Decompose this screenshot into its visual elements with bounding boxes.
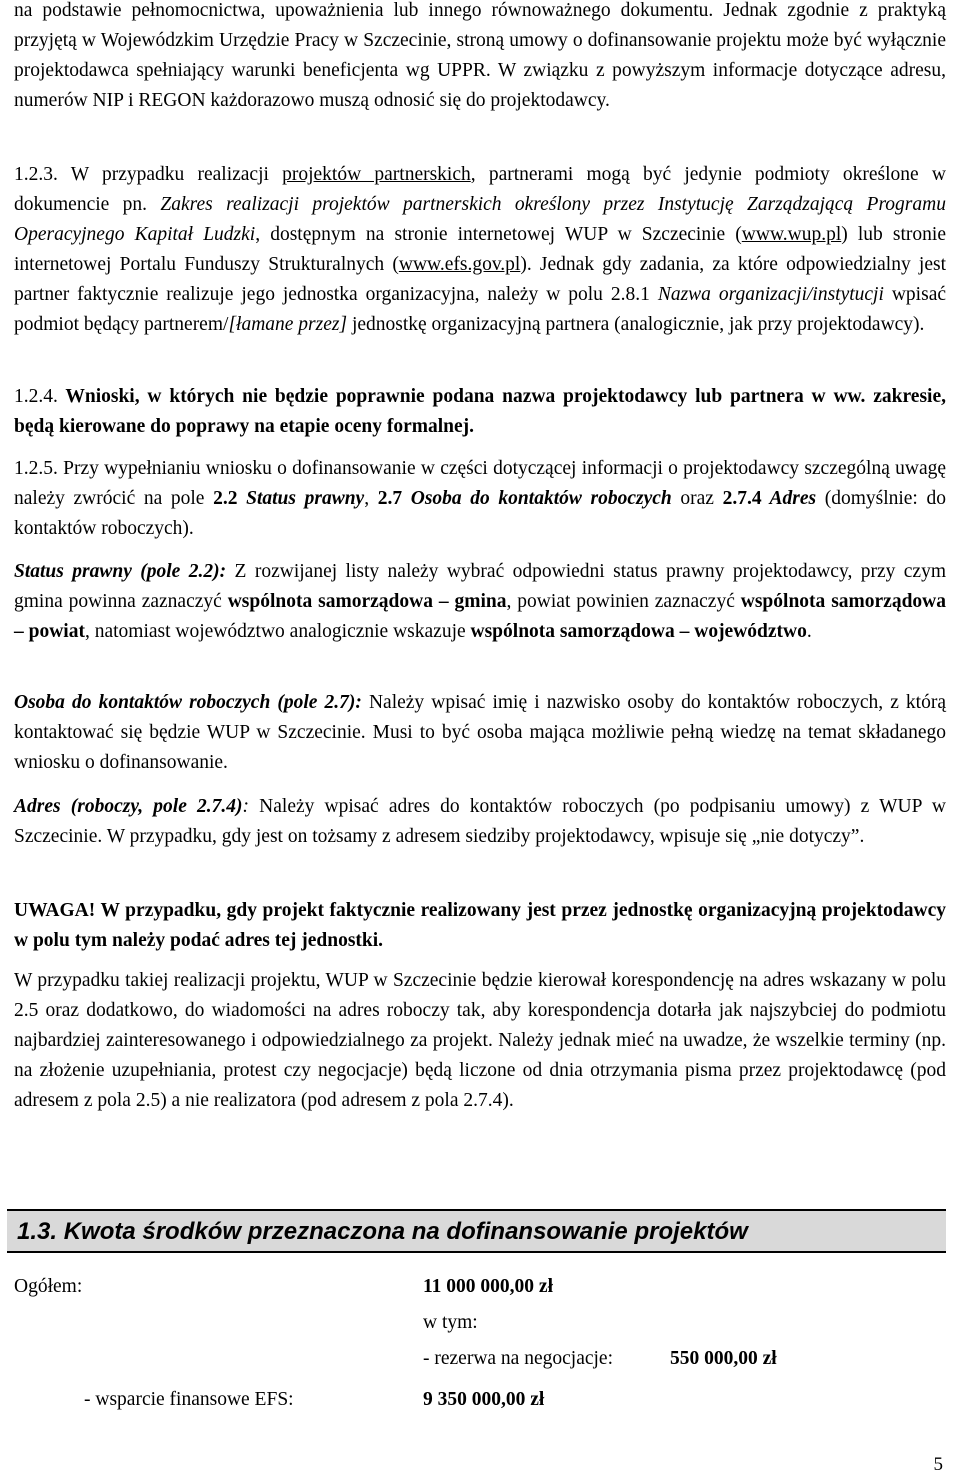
field-number: 2.2	[213, 488, 238, 509]
text-run: Z rozwijanej listy należy wybrać odpowiedni status prawny projektodawcy, przy czym gmina powinna zaznaczyć	[14, 561, 947, 612]
reserve-value: 550 000,00 zł	[670, 1348, 777, 1369]
paragraph-text: na podstawie pełnomocnictwa, upoważnienia lub innego równoważnego dokumentu. Jednak zgodnie z praktyką przyjętą w Wojewódzkim Urzędzie Pracy w Szczecinie, stroną umowy o dofinansowanie projektu może być wyłącznie projektodawca spełniający warunki beneficjenta wg UPPR. W związku z powyższym informacje dotyczące adresu, numerów NIP i REGON każdorazowo muszą odnosić się do projektodawcy.	[14, 0, 946, 111]
paragraph-uwaga	[14, 896, 946, 956]
of-which-label: w tym:	[423, 1312, 478, 1333]
paragraph-1-2-5	[14, 454, 946, 544]
text-run: jednostkę organizacyjną partnera (analogicznie, jak przy projektodawcy).	[347, 314, 925, 335]
paragraph-1-2-3	[14, 160, 946, 340]
field-heading: Osoba do kontaktów roboczych (pole 2.7):	[14, 692, 362, 713]
document-title: Zakres realizacji projektów partnerskich określony przez Instytucję Zarządzającą Programu Operacyjnego Kapitał Ludzki	[14, 194, 946, 245]
bold-warning: Wnioski, w których nie będzie poprawnie podana nazwa projektodawcy lub partnera w ww. zakresie, będą kierowane do poprawy na etapie oceny formalnej.	[14, 386, 946, 437]
text-run: 1.2.5. Przy wypełnianiu wniosku o dofinansowanie w części dotyczącej informacji o projektodawcy szczególną uwagę należy zwrócić na pole	[14, 458, 946, 509]
paragraph-number: 1.2.4.	[14, 386, 58, 407]
italic-note: [łamane przez]	[228, 314, 348, 335]
option-gmina: wspólnota samorządowa – gmina	[227, 591, 507, 612]
total-label: Ogółem:	[14, 1276, 83, 1297]
bold-warning: UWAGA! W przypadku, gdy projekt faktycznie realizowany jest przez jednostkę organizacyjną projektodawcy w polu tym należy podać adres tej jednostki.	[14, 900, 946, 951]
text-run: Należy wpisać adres do kontaktów roboczych (po podpisaniu umowy) z WUP w Szczecinie. W przypadku, gdy jest on tożsamy z adresem siedziby projektodawcy, wpisuje się „nie dotyczy”.	[14, 796, 946, 847]
paragraph-intro	[14, 0, 946, 116]
field-name: Osoba do kontaktów roboczych	[402, 488, 672, 509]
paragraph-text: W przypadku takiej realizacji projektu, WUP w Szczecinie będzie kierował korespondencję na adres wskazany w polu 2.5 oraz dodatkowo, do wiadomości na adres roboczy tak, aby korespondencja dotarła jak najszybciej do podmiotu najbardziej zainteresowanego i odpowiedzialnego za projekt. Należy jednak mieć na uwadze, że wszelkie terminy (np. na złożenie uzupełniania, protest czy negocjacje) będą liczone od dnia otrzymania pisma przez projektodawcę (pod adresem z pola 2.5) a nie realizatora (pod adresem z pola 2.7.4).	[14, 970, 946, 1111]
text-run: ) lub stronie internetowej Portalu Funduszy Strukturalnych (	[14, 224, 946, 275]
paragraph-adres	[14, 792, 946, 852]
efs-value: 9 350 000,00 zł	[423, 1389, 545, 1410]
paragraph-osoba-kontakt	[14, 688, 946, 778]
field-heading: Status prawny (pole 2.2):	[14, 561, 227, 582]
field-name: Nazwa organizacji/instytucji	[657, 284, 884, 305]
efs-website-link[interactable]: www.efs.gov.pl	[398, 254, 521, 275]
text-run: , partnerami mogą być jedynie podmioty określone w dokumencie pn.	[14, 164, 946, 215]
option-wojewodztwo: wspólnota samorządowa – województwo	[470, 621, 807, 642]
text-run: :	[242, 796, 250, 817]
text-run: , dostępnym na stronie internetowej WUP w Szczecinie (	[255, 224, 742, 245]
text-run: , natomiast województwo analogicznie wskazuje	[84, 621, 471, 642]
field-name: Status prawny	[237, 488, 365, 509]
text-run: W przypadku realizacji	[57, 164, 283, 185]
text-run: , powiat powinien zaznaczyć	[506, 591, 741, 612]
section-title: 1.3. Kwota środków przeznaczona na dofinansowanie projektów	[17, 1218, 748, 1245]
paragraph-number: 1.2.3.	[14, 164, 58, 185]
text-run: wpisać podmiot będący partnerem/	[14, 284, 947, 335]
efs-label: - wsparcie finansowe EFS:	[84, 1389, 294, 1410]
section-heading-bar	[7, 1209, 946, 1253]
text-run: ). Jednak gdy zadania, za które odpowiedzialny jest partner faktycznie realizuje jego jednostka organizacyjna, należy w polu 2.8.1	[14, 254, 946, 305]
text-run: .	[806, 621, 812, 642]
text-run: (domyślnie: do kontaktów roboczych).	[14, 488, 946, 539]
reserve-label: - rezerwa na negocjacje:	[423, 1348, 613, 1369]
field-number: 2.7.4	[722, 488, 762, 509]
option-powiat: wspólnota samorządowa – powiat	[14, 591, 947, 642]
paragraph-korespondencja	[14, 966, 946, 1116]
total-value: 11 000 000,00 zł	[423, 1276, 553, 1297]
text-run: oraz	[671, 488, 723, 509]
field-number: 2.7	[377, 488, 403, 509]
field-name: Adres	[761, 488, 817, 509]
paragraph-1-2-4	[14, 382, 946, 442]
field-heading: Adres (roboczy, pole 2.7.4)	[14, 796, 243, 817]
paragraph-status-prawny	[14, 557, 946, 647]
text-run: ,	[364, 488, 378, 509]
wup-website-link[interactable]: www.wup.pl	[741, 224, 842, 245]
partner-projects-link[interactable]: projektów partnerskich	[282, 164, 471, 185]
text-run: Należy wpisać imię i nazwisko osoby do kontaktów roboczych, z którą kontaktować się będzie WUP w Szczecinie. Musi to być osoba mająca możliwie pełną wiedzę na temat składanego wniosku o dofinansowanie.	[14, 692, 946, 773]
page-number: 5	[933, 1454, 943, 1475]
